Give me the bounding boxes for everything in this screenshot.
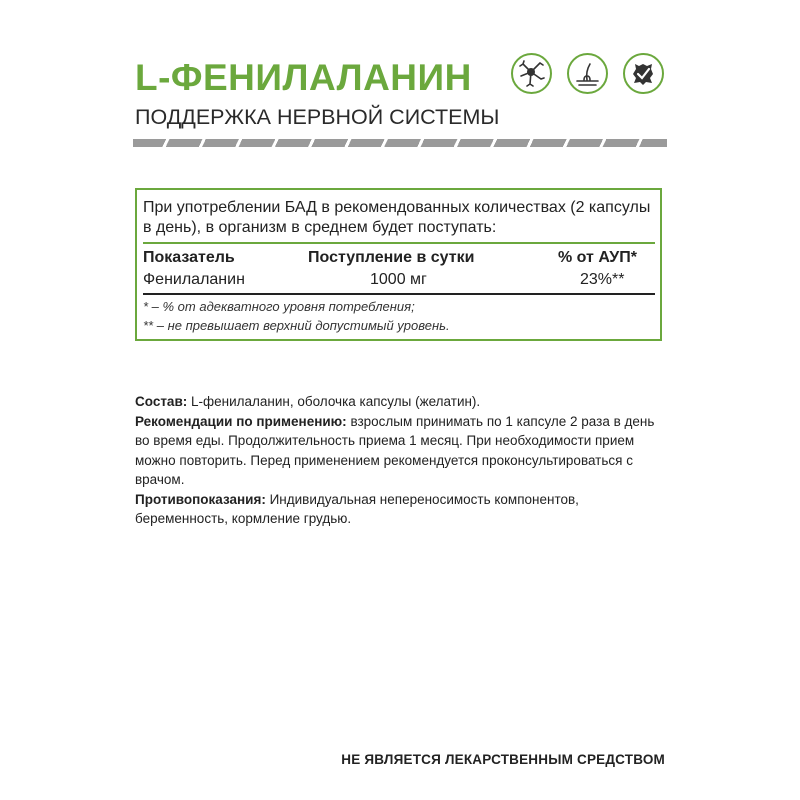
composition: [135, 392, 665, 412]
row-name: Фенилаланин: [143, 271, 245, 288]
footnote-1: * – % от адекватного уровня потребления;: [143, 299, 415, 314]
header-daily-intake: Поступление в сутки: [308, 249, 475, 266]
contra-text: Индивидуальная непереносимость компонентов, беременность, кормление грудью.: [135, 491, 579, 526]
header-percent-aup: % от АУП*: [558, 249, 637, 266]
table-bottom-divider: [143, 293, 655, 295]
leather-icon: [623, 53, 664, 94]
footnote-2: ** – не превышает верхний допустимый уровень.: [143, 318, 450, 333]
usage-label: Рекомендации по применению:: [135, 413, 347, 429]
product-title: L-ФЕНИЛАЛАНИН: [135, 57, 472, 98]
row-percent: 23%**: [580, 271, 625, 288]
contra-label: Противопоказания:: [135, 491, 266, 507]
contraindications: [135, 490, 665, 529]
header-indicator: Показатель: [143, 249, 235, 266]
row-amount: 1000 мг: [370, 271, 427, 288]
table-top-divider: [143, 242, 655, 244]
usage: [135, 412, 665, 490]
product-subtitle: ПОДДЕРЖКА НЕРВНОЙ СИСТЕМЫ: [135, 105, 500, 129]
product-info: [135, 392, 665, 529]
neuron-icon: [511, 53, 552, 94]
hair-icon: [567, 53, 608, 94]
disclaimer: НЕ ЯВЛЯЕТСЯ ЛЕКАРСТВЕННЫМ СРЕДСТВОМ: [341, 752, 665, 767]
decorative-stripe: [133, 139, 667, 147]
usage-text: взрослым принимать по 1 капсуле 2 раза в день во время еды. Продолжительность приема 1 месяц. При необходимости прием можно повторить. Перед применением рекомендуется проконсультироваться с врачом.: [135, 413, 655, 487]
composition-text: L-фенилаланин, оболочка капсулы (желатин).: [187, 394, 481, 409]
composition-label: Состав:: [135, 394, 188, 409]
table-intro: При употреблении БАД в рекомендованных количествах (2 капсулы в день), в организм в среднем будет поступать:: [143, 199, 651, 236]
